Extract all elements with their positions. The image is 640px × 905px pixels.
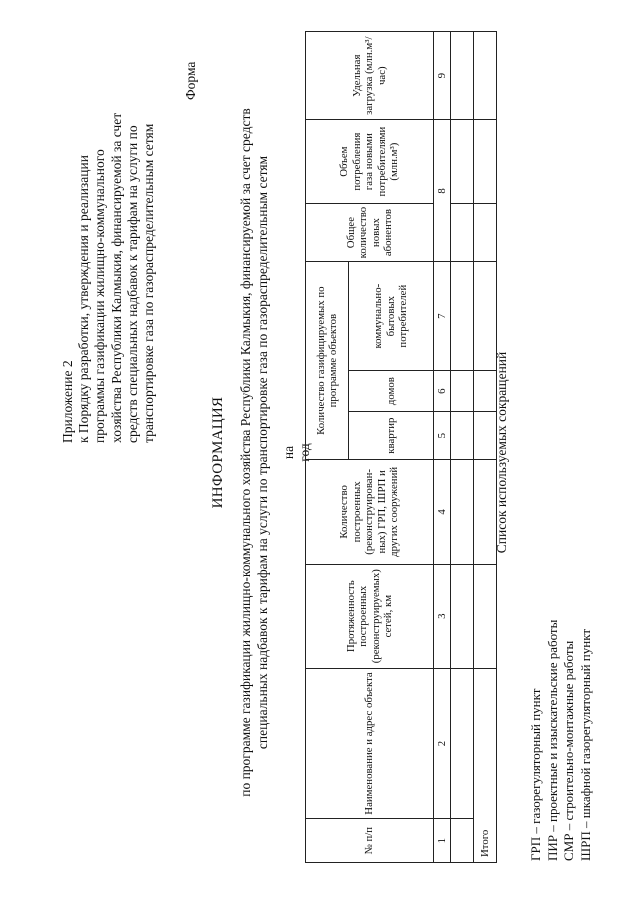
header-total-new: Общее количество новых абонентов <box>306 203 434 262</box>
table-cell <box>451 668 474 819</box>
table-cell <box>451 262 474 371</box>
abbreviation-item: СМР – строительно-монтажные работы <box>561 640 576 861</box>
header-count-gasified: Количество газифицируемых по программе объектов <box>306 262 349 460</box>
header-length: Протяженность построенных (реконструируемых) сетей, км <box>306 564 434 668</box>
table-cell <box>451 412 474 460</box>
table-cell <box>451 370 474 411</box>
column-number: 1 <box>434 819 451 863</box>
column-number: 3 <box>434 564 451 668</box>
table-cell <box>451 459 474 564</box>
header-volume: Объем потребления газа новыми потребителями (млн.м³) <box>306 120 434 203</box>
appendix-line: хозяйства Республики Калмыкия, финансируемой за счет <box>108 112 124 443</box>
appendix-line: средств специальных надбавок к тарифам на услуги по <box>124 125 140 443</box>
subtitle-line: по программе газификации жилищно-коммунального хозяйства Республики Калмыкия, финансируемой за счет средств <box>238 108 253 797</box>
column-numbers-row <box>434 32 451 863</box>
column-number: 2 <box>434 668 451 819</box>
header-communal: коммунально-бытовых потребителей <box>349 262 434 371</box>
table-header-row-1 <box>306 32 349 863</box>
table-row <box>451 32 474 863</box>
abbreviation-item: ШРП – шкафной газорегуляторный пункт <box>577 628 593 861</box>
appendix-line: Приложение 2 <box>60 360 75 443</box>
appendix-line: программы газификации жилищно-коммунального <box>92 149 108 443</box>
table-cell <box>451 32 474 120</box>
document-subtitle <box>238 80 271 825</box>
abbreviation-item: ПИР – проектные и изыскательские работы <box>544 619 560 861</box>
information-form-table <box>305 31 497 863</box>
header-apartments: квартир <box>349 412 434 460</box>
header-specific-load: Удельная загрузка (млн.м³/час) <box>306 32 434 120</box>
form-label: Форма <box>183 61 198 100</box>
abbreviation-item: ГРП – газорегуляторный пункт <box>528 688 543 861</box>
table-cell <box>451 819 474 863</box>
period-year: год <box>297 443 312 462</box>
appendix-line: к Порядку разработки, утверждения и реализации <box>76 155 92 443</box>
header-houses: домов <box>349 370 434 411</box>
column-number: 9 <box>434 32 451 120</box>
appendix-line: транспортировке газа по газораспределительным сетям <box>141 123 157 443</box>
header-name: Наименование и адрес объекта <box>306 668 434 819</box>
column-number: 8 <box>434 120 451 262</box>
header-num: № п/п <box>306 819 434 863</box>
column-number: 6 <box>434 370 451 411</box>
column-number: 5 <box>434 412 451 460</box>
table-cell <box>451 203 474 262</box>
document-title: ИНФОРМАЦИЯ <box>210 396 226 509</box>
table-cell <box>451 564 474 668</box>
abbreviations-list <box>528 620 594 861</box>
header-count-built: Количество построенных (реконструирован-ных) ГРП, ШРП и других сооружений <box>306 459 434 564</box>
column-number: 7 <box>434 262 451 371</box>
total-label: Итого <box>474 668 497 862</box>
period-na: на <box>281 445 296 460</box>
abbreviations-title: Список используемых сокращений <box>494 351 509 554</box>
subtitle-line: специальных надбавок к тарифам на услуги по транспортировке газа по газораспределительным сетям <box>254 155 270 750</box>
table-cell <box>451 120 474 203</box>
appendix-header <box>60 43 157 443</box>
column-number: 4 <box>434 459 451 564</box>
